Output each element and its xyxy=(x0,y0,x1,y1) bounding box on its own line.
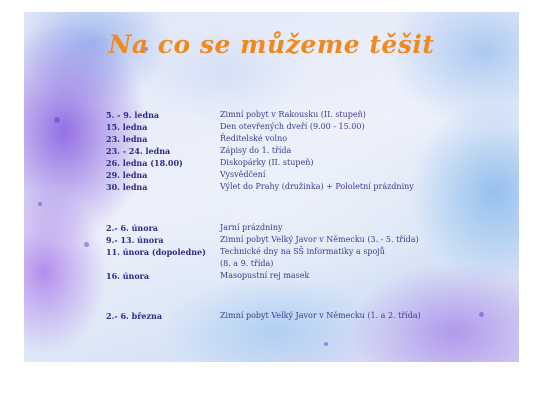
event-row xyxy=(106,234,506,246)
paint-splash xyxy=(324,342,328,346)
section-february xyxy=(106,222,506,282)
event-text: Zimní pobyt Velký Javor v Německu (1. a 2. třída) xyxy=(220,311,421,320)
section-january xyxy=(106,109,506,193)
paint-splash xyxy=(54,117,60,123)
slide xyxy=(24,12,519,362)
event-text: Jarní prázdniny xyxy=(220,223,283,232)
section-spacer xyxy=(106,193,506,222)
event-row xyxy=(106,145,506,157)
event-row xyxy=(106,121,506,133)
page-title: Na co se můžeme těšit xyxy=(108,30,435,59)
event-text: Zápisy do 1. třída xyxy=(220,146,292,155)
event-text: Diskopárky (II. stupeň) xyxy=(220,158,314,167)
event-text: Technické dny na SŠ informatiky a spojů (8. a 9. třída) xyxy=(220,247,385,268)
event-date: 5. - 9. ledna xyxy=(106,110,160,120)
paint-splash xyxy=(38,202,42,206)
event-text: Ředitelské volno xyxy=(220,134,288,143)
event-row xyxy=(106,169,506,181)
paint-splash xyxy=(84,242,89,247)
event-date: 9.- 13. února xyxy=(106,235,164,245)
event-date: 2.- 6. února xyxy=(106,223,158,233)
event-row xyxy=(106,310,506,322)
event-row xyxy=(106,109,506,121)
event-text: Zimní pobyt Velký Javor v Německu (3. - 5. třída) xyxy=(220,235,419,244)
events-list xyxy=(106,109,506,322)
event-text: Zimní pobyt v Rakousku (II. stupeň) xyxy=(220,110,366,119)
event-text: Den otevřených dveří (9.00 - 15.00) xyxy=(220,122,365,131)
event-date: 16. února xyxy=(106,271,150,281)
section-spacer xyxy=(106,282,506,310)
section-march xyxy=(106,310,506,322)
event-date: 30. ledna xyxy=(106,182,148,192)
event-text: Masopustní rej masek xyxy=(220,271,310,280)
event-text: Výlet do Prahy (družinka) + Pololetní prázdniny xyxy=(220,182,414,191)
event-row xyxy=(106,246,506,270)
event-date: 23. ledna xyxy=(106,134,148,144)
event-date: 26. ledna (18.00) xyxy=(106,158,183,168)
event-row xyxy=(106,222,506,234)
event-date: 2.- 6. března xyxy=(106,311,163,321)
event-row xyxy=(106,181,506,193)
event-row xyxy=(106,270,506,282)
event-text: Vysvědčení xyxy=(220,170,266,179)
event-date: 11. února (dopoledne) xyxy=(106,247,206,257)
event-row xyxy=(106,157,506,169)
event-date: 23. - 24. ledna xyxy=(106,146,171,156)
event-date: 15. ledna xyxy=(106,122,148,132)
event-row xyxy=(106,133,506,145)
event-date: 29. ledna xyxy=(106,170,148,180)
